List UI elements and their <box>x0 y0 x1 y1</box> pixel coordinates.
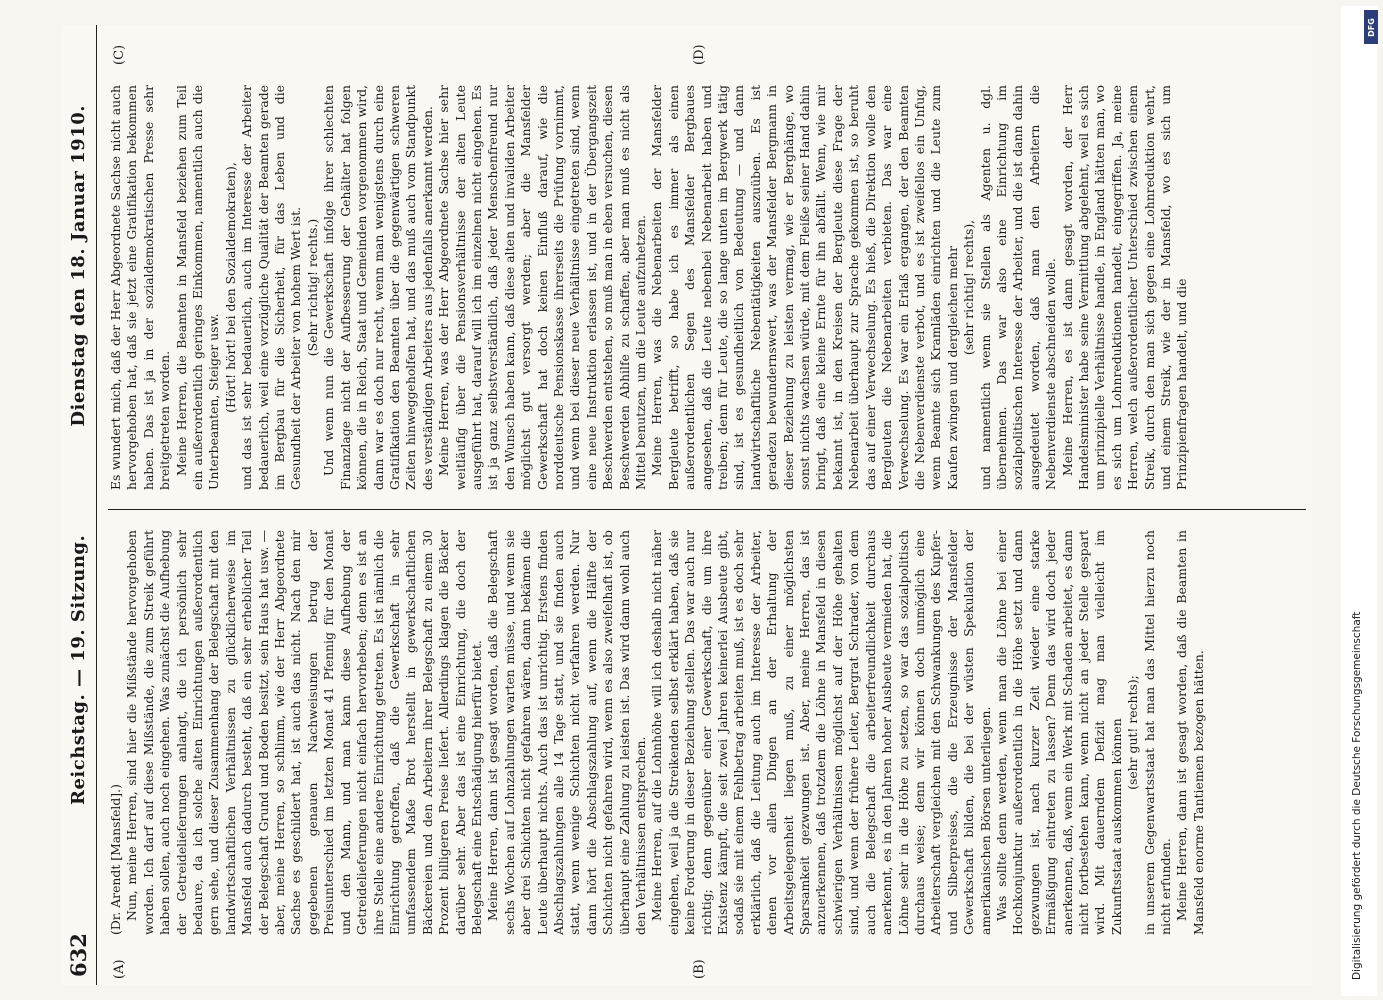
paragraph: in unserem Gegenwartsstaat hat man das Mittel hierzu noch nicht erfunden. <box>1141 530 1173 935</box>
paragraph: und namentlich wenn sie Stellen als Agenten u. dgl. übernehmen. Das war also eine Einrichtung im sozialpolitischen Interesse der Arbeiter, und die ist dann dahin ausgedeutet worden, daß man den Arbeitern die Nebenverdienste abschneiden wolle. <box>977 85 1059 490</box>
paragraph: Und wenn nun die Gewerkschaft infolge ihrer schlechten Finanzlage nicht der Aufbesserung der Gehälter hat folgen können, die in Reich, Staat und Gemeinden vorgenommen wird, dann war es doch nur recht, wenn man wenigstens durch eine Gratifikation den Beamten über die gegenwärtigen schweren Zeiten hinweggeholfen hat, und das muß auch vom Standpunkt des verständigen Arbeiters aus jedenfalls anerkannt werden. <box>321 85 435 490</box>
paragraph: Es wundert mich, daß der Herr Abgeordnete Sachse nicht auch hervorgehoben hat, daß sie jetzt eine Gratifikation bekommen haben. Das ist ja in der sozialdemokratischen Presse sehr breitgetreten worden. <box>108 85 173 490</box>
right-text-column <box>108 85 1306 490</box>
paragraph: Meine Herren, dann ist gesagt worden, daß die Belegschaft sechs Wochen auf Lohnzahlungen warten müsse, und wenn sie aber drei Schichten nicht gefahren wären, dann bekämen die Leute überhaupt nichts. Auch das ist unrichtig. Erstens finden Abschlagszahlungen alle 14 Tage statt, und sie finden auch statt, wenn wenige Schichten nicht verfahren werden. Nur dann hört die Abschlagszahlung auf, wenn die Hälfte der Schichten nicht gefahren wird, wenn es also zweifelhaft ist, ob überhaupt eine Zahlung zu leisten ist. Das wird dann wohl auch den Verhältnissen entsprechen. <box>485 530 648 935</box>
margin-mark-a: (A) <box>112 959 127 979</box>
header-session-title: Reichstag. — 19. Sitzung. <box>68 534 89 805</box>
paragraph: Meine Herren, was die Nebenarbeiten der Mansfelder Bergleute betrifft, so habe ich es immer als einen außerordentlichen Segen des Mansfelder Bergbaues angesehen, daß die Leute nebenbei Nebenarbeit haben und treiben; denn für Leute, die so lange unten im Bergwerk tätig sind, ist es gesundheitlich von Bedeutung — und dann landwirtschaftliche Nebentätigkeiten auszuüben. Es ist geradezu bewundernswert, was der Mansfelder Bergmann in dieser Beziehung zu leisten vermag, wie er Berghänge, wo sonst nichts wachsen würde, mit dem Fleiße seiner Hand dahin bringt, daß eine kleine Ernte für ihn abfällt. Wenn, wie mir bekannt ist, in den Kreisen der Bergleute diese Frage der Nebenarbeit überhaupt zur Sprache gekommen ist, so beruht das auf einer Verwechselung. Es hieß, die Direktion wolle den Bergleuten die Nebenarbeiten verbieten. Das war eine Verwechselung. Es war ein Erlaß ergangen, der den Beamten die Nebenverdienste verbot, und es ist zweifellos ein Unfug, wenn Beamte sich Kramläden einrichten und die Leute zum Kaufen zwingen und dergleichen mehr <box>649 85 960 490</box>
interjection: (Sehr richtig! rechts.) <box>304 218 320 357</box>
digitization-credit: Digitalisierung gefördert durch die Deutsche Forschungsgemeinschaft <box>1351 611 1363 980</box>
dfg-logo: DFG <box>1364 10 1378 44</box>
header-date: Dienstag den 18. Januar 1910. <box>68 105 89 427</box>
paragraph: Meine Herren, die Beamten in Mansfeld beziehen zum Teil ein außerordentlich geringes Einkommen, namentlich auch die Unterbeamten, Steiger usw. <box>173 85 222 490</box>
speaker-label: (Dr. Arendt [Mansfeld].) <box>108 784 123 935</box>
interjection: (sehr richtig! rechts), <box>961 219 977 356</box>
paragraph: Meine Herren, auf die Lohnhöhe will ich deshalb nicht näher eingehen, weil ja die Streikenden selbst erklärt haben, daß sie keine Forderung in dieser Beziehung stellen. Das war auch nur richtig; denn gegenüber einer Gewerkschaft, die um ihre Existenz kämpft, die seit zwei Jahren keinerlei Ausbeute gibt, sodaß sie mit einem Fehlbetrag arbeiten muß, ist es doch sehr erklärlich, daß die Leitung auch im Interesse der Arbeiter, denen vor allen Dingen an der Erhaltung der Arbeitsgelegenheit liegen muß, zu einer möglichsten Sparsamkeit gezwungen ist. Aber, meine Herren, das ist anzuerkennen, daß trotzdem die Löhne in Mansfeld in diesen schwierigen Verhältnissen möglichst auf der Höhe gehalten sind, und wenn der frühere Leiter, Bergrat Schrader, von dem auch die Belegschaft die arbeiterfreundlichkeit durchaus anerkennt, es in den Jahren hoher Ausbeute vermieden hat, die Löhne sehr in die Höhe zu setzen, so war das sozialpolitisch durchaus weise; denn wir können doch unmöglich eine Arbeiterschaft vergleichen mit den Schwankungen des Kupfer- und Silberpreises, die die Erzeugnisse der Mansfelder Gewerkschaft bilden, die bei der wüsten Spekulation der amerikanischen Börsen unterliegen. <box>649 530 993 935</box>
paragraph: Was sollte denn werden, wenn man die Löhne bei einer Hochkonjunktur außerordentlich in die Höhe setzt und dann gezwungen ist, nach kurzer Zeit wieder eine starke Ermäßigung eintreten zu lassen? Denn das wird doch jeder anerkennen, daß, wenn ein Werk mit Schaden arbeitet, es dann nicht fortbestehen kann, wenn nicht an jeder Stelle gespart wird. Mit dauerndem Defizit mag man vielleicht im Zukunftsstaat auskommen können <box>993 530 1124 935</box>
paragraph: Meine Herren, es ist dann gesagt worden, der Herr Handelsminister habe seine Vermittlung abgelehnt, weil es sich um prinzipielle Verhältnisse handle, in England hätten man, wo es sich um Lohnreduktionen handelt, eingegriffen. Ja, meine Herren, welch außerordentlicher Unterschied zwischen einem Streik, durch den man sich gegen eine Lohnreduktion wehrt, und einem Streik, wie der in Mansfeld, wo es sich um Prinzipienfragen handelt, und die <box>1059 85 1190 490</box>
paragraph: Nun, meine Herren, sind hier die Mißstände hervorgehoben worden. Ich darf auf diese Mißstände, die zum Streik geführt haben sollen, auch noch eingehen. Was zunächst die Aufhebung der Getreidelieferungen anlangt, die ich persönlich sehr bedaure, da ich solche alten Einrichtungen außerordentlich gern sehe, und dieser Zusammenhang der Belegschaft mit den landwirtschaftlichen Verhältnissen zu glücklicherweise im Mansfeld auch dadurch besteht, daß ein sehr erheblicher Teil der Belegschaft Grund und Boden besitzt, sein Haus hat usw. — aber, meine Herren, so schlimm, wie der Herr Abgeordnete Sachse es geschildert hat, ist auch das nicht. Nach den mir gegebenen genauen Nachweisungen betrug der Preisunterschied im letzten Monat 41 Pfennig für den Monat und den Mann, und man kann diese Aufhebung der Getreidelieferungen nicht einfach hervorheben; denn es ist an ihre Stelle eine andere Einrichtung getreten. Es ist nämlich die Einrichtung getroffen, daß die Gewerkschaft in sehr umfassendem Maße Brot herstellt in gewerkschaftlichen Bäckereien und den Arbeitern ihrer Belegschaft zu einem 30 Prozent billigeren Preise liefert. Allerdings klagen die Bäcker darüber sehr. Aber das ist eine Einrichtung, die doch der Belegschaft eine Entschädigung hierfür bietet. <box>124 530 484 935</box>
interjection: (sehr gut! rechts); <box>1125 675 1141 790</box>
page-number: 632 <box>66 933 91 977</box>
margin-mark-d: (D) <box>692 44 707 65</box>
document-page <box>62 25 1312 985</box>
margin-mark-c: (C) <box>112 44 127 65</box>
paragraph: und das ist sehr bedauerlich, auch im Interesse der Arbeiter bedauerlich, weil eine vorzügliche Qualität der Beamten gerade im Bergbau für die Sicherheit, für das Leben und die Gesundheit der Arbeiter von hohem Wert ist. <box>239 85 304 490</box>
left-text-column <box>108 530 1306 935</box>
column-divider <box>108 509 1306 510</box>
interjection: (Hört! hört! bei den Sozialdemokraten), <box>222 162 238 413</box>
paragraph: Meine Herren, dann ist gesagt worden, daß die Beamten in Mansfeld enorme Tantiemen bezogen hätten. <box>1174 530 1206 935</box>
paragraph: Meine Herren, was der Herr Abgeordnete Sachse hier sehr weitläufig über die Pensionsverhältnisse der alten Leute ausgeführt hat, darauf will ich im einzelnen nicht eingehen. Es ist ja ganz selbstverständlich, daß jeder Menschenfreund nur den Wunsch haben kann, daß diese alten und invaliden Arbeiter möglichst gut versorgt werden; aber die Mansfelder Gewerkschaft hat doch keinen Einfluß darauf, wie die norddeutsche Pensionskasse ihrerseits die Prüfung vornimmt, und wenn bei dieser neue Verhältnisse eingetreten sind, wenn eine neue Instruktion erlassen ist, und in der Übergangszeit Beschwerden entstehen, so muß man in eben versuchen, diesen Beschwerden Abhilfe zu schaffen, aber man muß es nicht als Mittel benutzen, um die Leute aufzuhetzen. <box>436 85 648 490</box>
margin-mark-b: (B) <box>692 959 707 979</box>
page-header <box>62 25 97 985</box>
